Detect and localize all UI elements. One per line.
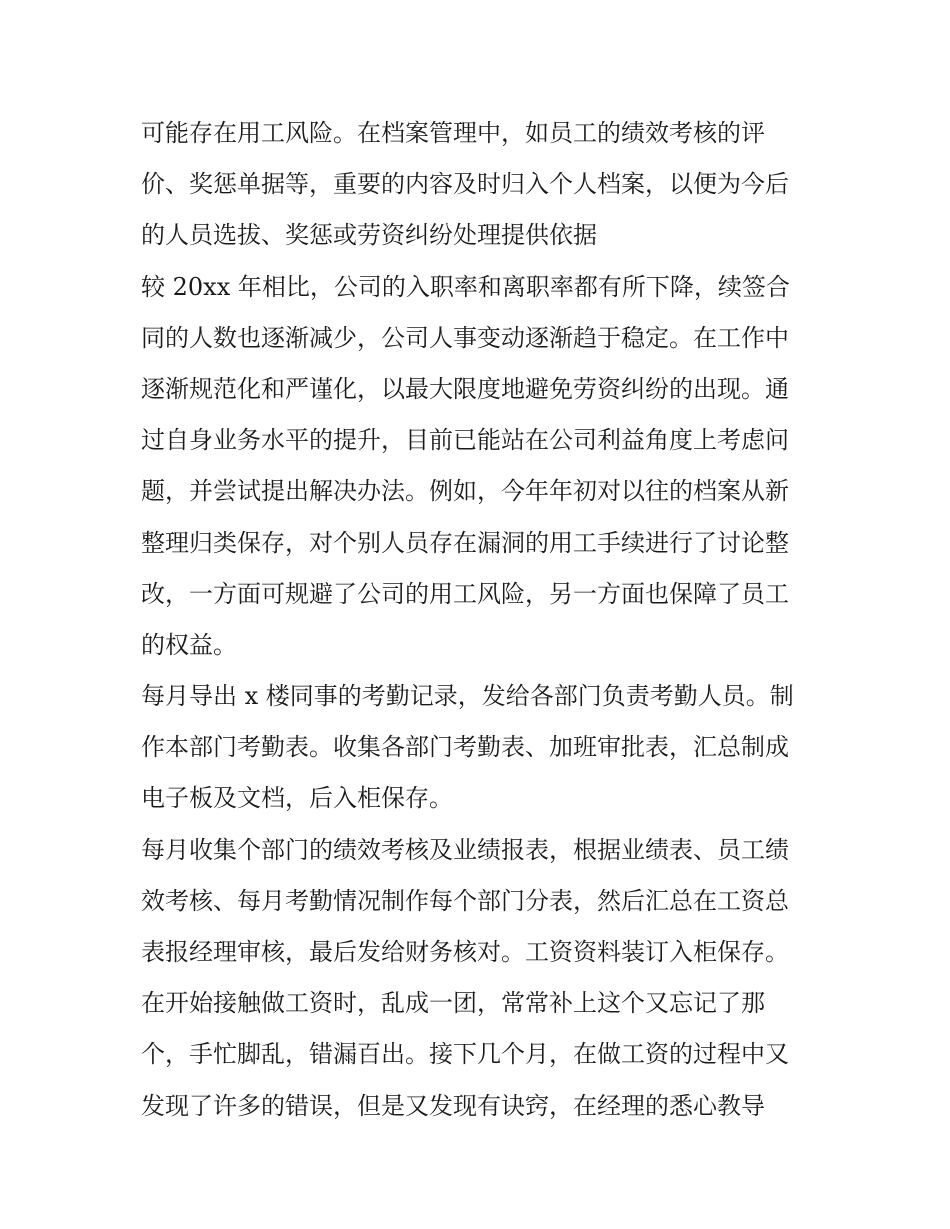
text-line: 价、奖惩单据等，重要的内容及时归入个人档案，以便为今后 [141, 170, 789, 199]
text-line: 题，并尝试提出解决办法。例如，今年年初对以往的档案从新 [141, 477, 789, 506]
text-line: 每月导出 x 楼同事的考勤记录，发给各部门负责考勤人员。制 [141, 682, 794, 711]
text-line: 的权益。 [141, 630, 237, 659]
text-line: 在开始接触做工资时，乱成一团，常常补上这个又忘记了那 [141, 989, 765, 1018]
document-body [141, 108, 813, 1132]
text-line: 整理归类保存，对个别人员存在漏洞的用工手续进行了讨论整 [141, 528, 789, 557]
text-line: 发现了许多的错误，但是又发现有诀窍，在经理的悉心教导 [141, 1091, 765, 1120]
text-line: 作本部门考勤表。收集各部门考勤表、加班审批表，汇总制成 [141, 733, 789, 762]
text-line: 较 20xx 年相比，公司的入职率和离职率都有所下降，续签合 [141, 272, 790, 301]
text-line: 改，一方面可规避了公司的用工风险，另一方面也保障了员工 [141, 579, 789, 608]
text-line: 表报经理审核，最后发给财务核对。工资资料装订入柜保存。 [141, 938, 789, 966]
text-line: 效考核、每月考勤情况制作每个部门分表，然后汇总在工资总 [141, 886, 789, 915]
text-line: 过自身业务水平的提升，目前已能站在公司利益角度上考虑问 [141, 426, 789, 455]
text-line: 个，手忙脚乱，错漏百出。接下几个月，在做工资的过程中又 [141, 1040, 789, 1069]
text-line: 每月收集个部门的绩效考核及业绩报表，根据业绩表、员工绩 [141, 835, 789, 864]
text-line: 的人员选拔、奖惩或劳资纠纷处理提供依据 [141, 221, 597, 250]
text-line: 逐渐规范化和严谨化，以最大限度地避免劳资纠纷的出现。通 [141, 374, 789, 403]
text-line: 同的人数也逐渐减少，公司人事变动逐渐趋于稳定。在工作中 [141, 323, 789, 352]
text-line: 可能存在用工风险。在档案管理中，如员工的绩效考核的评 [141, 119, 765, 147]
text-line: 电子板及文档，后入柜保存。 [141, 784, 453, 813]
